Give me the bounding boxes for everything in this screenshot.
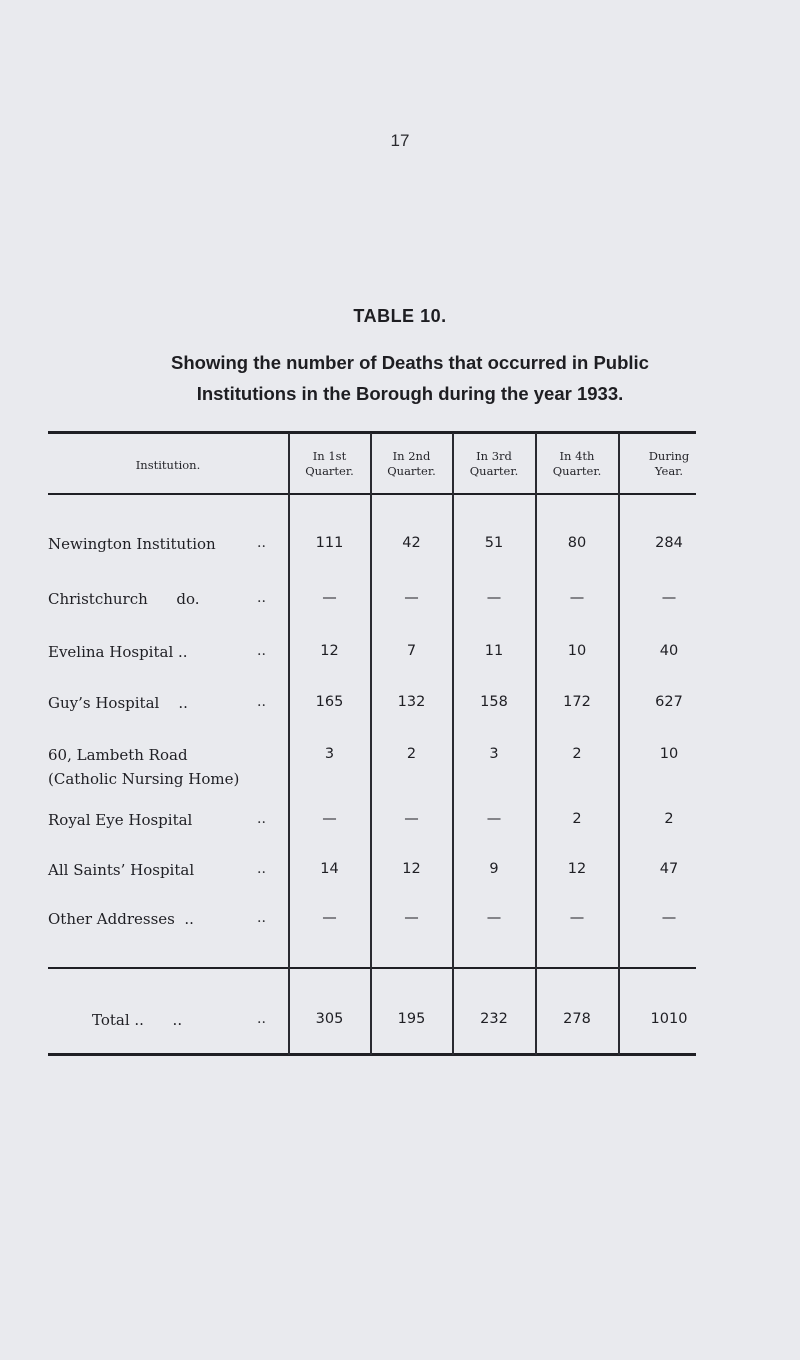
row-leader-dots: .. <box>257 861 266 877</box>
header-q2-line1: In 2nd <box>392 449 431 463</box>
cell-q2: 12 <box>402 861 421 877</box>
header-q2-line2: Quarter. <box>387 464 436 478</box>
header-q2 <box>371 449 452 479</box>
cell-q3: 3 <box>489 746 499 762</box>
cell-q3: 51 <box>484 535 504 551</box>
row-leader-dots: .. <box>257 694 266 710</box>
total-q2: 195 <box>397 1011 426 1027</box>
column-divider <box>370 433 372 1055</box>
cell-q3: — <box>486 811 502 827</box>
total-label: Total .. .. <box>92 1011 183 1029</box>
header-rule <box>48 493 696 495</box>
cell-q3: — <box>486 590 502 606</box>
header-year <box>619 449 719 479</box>
cell-year: 627 <box>655 694 683 710</box>
row-label: Guy’s Hospital .. <box>48 694 188 712</box>
header-q3 <box>453 449 535 479</box>
cell-q4: — <box>569 590 585 606</box>
header-q1-line1: In 1st <box>312 449 347 463</box>
cell-year: 47 <box>659 861 679 877</box>
cell-year: 10 <box>659 746 679 762</box>
cell-q2: — <box>404 590 419 606</box>
cell-q3: 9 <box>489 861 499 877</box>
header-institution: Institution. <box>135 458 201 472</box>
column-divider <box>535 433 537 1055</box>
row-leader-dots: .. <box>257 910 266 926</box>
cell-q3: 11 <box>484 643 504 659</box>
header-q4 <box>536 449 618 479</box>
row-leader-dots: .. <box>257 643 266 659</box>
column-divider <box>452 433 454 1055</box>
cell-q1: — <box>322 910 337 926</box>
cell-q2: 7 <box>406 643 417 659</box>
cell-q4: 80 <box>567 535 587 551</box>
cell-q1: 14 <box>320 861 339 877</box>
cell-q3: 158 <box>480 694 508 710</box>
cell-q4: 172 <box>563 694 591 710</box>
cell-q1: 3 <box>324 746 335 762</box>
header-year-line2: Year. <box>654 464 684 478</box>
table-title: TABLE 10. <box>353 306 447 326</box>
row-label: Newington Institution <box>48 535 216 553</box>
header-q1 <box>289 449 370 479</box>
cell-q3: — <box>486 910 502 926</box>
total-q3: 232 <box>480 1011 508 1027</box>
total-leader-dots: .. <box>257 1011 266 1027</box>
cell-q1: 111 <box>315 535 344 551</box>
row-label: Royal Eye Hospital <box>48 811 193 829</box>
top-rule <box>48 431 696 434</box>
header-q4-line2: Quarter. <box>552 464 602 478</box>
total-q4: 278 <box>563 1011 591 1027</box>
row-leader-dots: .. <box>257 535 266 551</box>
cell-year: 2 <box>664 811 674 827</box>
cell-q1: — <box>322 811 337 827</box>
cell-q4: 2 <box>572 746 582 762</box>
cell-year: 40 <box>659 643 679 659</box>
header-q4-line1: In 4th <box>559 449 595 463</box>
total-year: 1010 <box>650 1011 688 1027</box>
bottom-rule <box>48 1053 696 1056</box>
column-divider <box>288 433 290 1055</box>
table-subtitle <box>90 347 730 409</box>
header-q1-line2: Quarter. <box>305 464 354 478</box>
cell-q2: 42 <box>402 535 421 551</box>
cell-year: 284 <box>655 535 683 551</box>
cell-q4: 2 <box>572 811 582 827</box>
cell-q4: — <box>569 910 585 926</box>
row-leader-dots: .. <box>257 590 266 606</box>
cell-q2: — <box>404 910 419 926</box>
row-label: All Saints’ Hospital <box>48 861 195 879</box>
cell-q2: 2 <box>406 746 417 762</box>
total-rule <box>48 967 696 969</box>
cell-q1: 12 <box>320 643 339 659</box>
cell-q4: 10 <box>567 643 587 659</box>
row-label-line2: (Catholic Nursing Home) <box>48 770 240 788</box>
header-year-line1: During <box>648 449 690 463</box>
header-q3-line1: In 3rd <box>476 449 512 463</box>
cell-q2: — <box>404 811 419 827</box>
cell-q1: — <box>322 590 337 606</box>
cell-q4: 12 <box>567 861 587 877</box>
page-number: 17 <box>390 131 410 150</box>
subtitle-line-2: Institutions in the Borough during the year 1933. <box>196 383 624 404</box>
row-label: 60, Lambeth Road <box>48 746 188 764</box>
column-divider <box>618 433 620 1055</box>
cell-year: — <box>661 590 677 606</box>
row-label: Christchurch do. <box>48 590 200 608</box>
row-label: Evelina Hospital .. <box>48 643 188 661</box>
row-leader-dots: .. <box>257 811 266 827</box>
cell-q1: 165 <box>315 694 344 710</box>
header-q3-line2: Quarter. <box>469 464 519 478</box>
subtitle-line-1: Showing the number of Deaths that occurred in Public <box>171 352 649 373</box>
row-label: Other Addresses .. <box>48 910 194 928</box>
total-q1: 305 <box>315 1011 344 1027</box>
cell-q2: 132 <box>397 694 426 710</box>
cell-year: — <box>661 910 677 926</box>
